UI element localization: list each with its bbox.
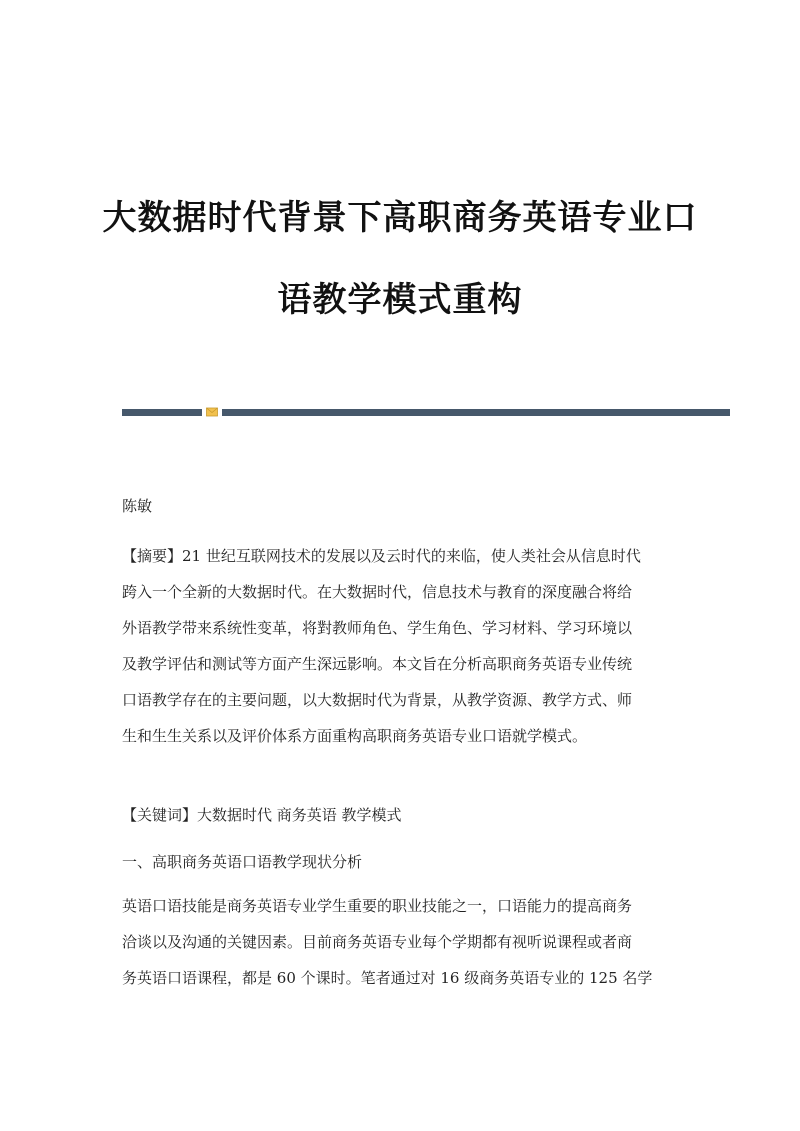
body-line: 务英语口语课程，都是 60 个课时。笔者通过对 16 级商务英语专业的 125 名学 — [122, 969, 653, 987]
author-name: 陈敏 — [122, 497, 153, 515]
body-line: 英语口语技能是商务英语专业学生重要的职业技能之一，口语能力的提高商务 — [122, 897, 633, 915]
section-heading: 一、高职商务英语口语教学现状分析 — [122, 853, 363, 871]
title-divider-left — [122, 409, 202, 416]
envelope-icon — [206, 406, 218, 418]
title-divider-right — [222, 409, 730, 416]
abstract-line: 生和生生关系以及评价体系方面重构高职商务英语专业口语就学模式。 — [122, 727, 588, 745]
document-title-line-1: 大数据时代背景下高职商务英语专业口 — [102, 198, 698, 238]
abstract-line: 及教学评估和测试等方面产生深远影响。本文旨在分析高职商务英语专业传统 — [122, 655, 633, 673]
body-line: 洽谈以及沟通的关键因素。目前商务英语专业每个学期都有视听说课程或者商 — [122, 933, 633, 951]
abstract-line: 口语教学存在的主要问题，以大数据时代为背景，从教学资源、教学方式、师 — [122, 691, 633, 709]
abstract-line: 跨入一个全新的大数据时代。在大数据时代，信息技术与教育的深度融合将给 — [122, 583, 633, 601]
body-paragraph — [122, 888, 682, 996]
abstract-line: 【摘要】21 世纪互联网技术的发展以及云时代的来临，使人类社会从信息时代 — [122, 547, 641, 565]
document-title-line-2: 语教学模式重构 — [277, 280, 523, 320]
abstract-paragraph — [122, 538, 682, 754]
keywords-line: 【关键词】大数据时代 商务英语 教学模式 — [122, 806, 402, 824]
abstract-line: 外语教学带来系统性变革，将對教师角色、学生角色、学习材料、学习环境以 — [122, 619, 633, 637]
